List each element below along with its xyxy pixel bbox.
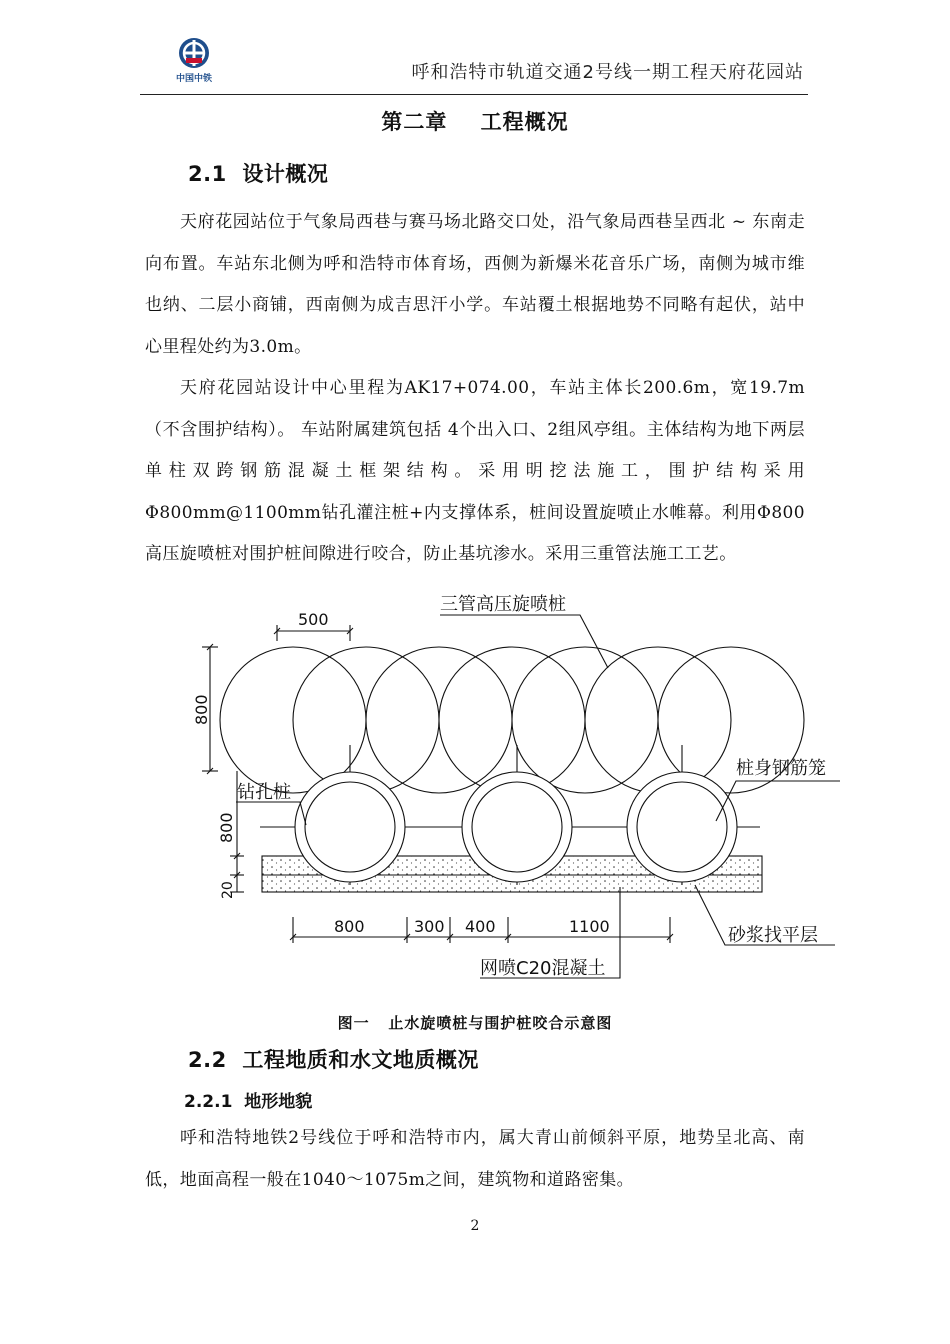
section-heading-2-1: 2.1 设计概况 (188, 162, 329, 186)
chapter-title: 第二章 工程概况 (381, 110, 569, 134)
dim-800-mid: 800 (217, 812, 236, 843)
label-bored-pile: 钻孔桩 (237, 782, 291, 803)
page-number: 2 (470, 1218, 480, 1234)
bored-pile-1 (295, 772, 405, 882)
header-title: 呼和浩特市轨道交通2号线一期工程天府花园站 (411, 62, 804, 83)
leader-jet-pile (440, 615, 608, 668)
pile-interlock-diagram (180, 585, 860, 995)
subsection-heading-2-2-1: 2.2.1 地形地貌 (184, 1092, 313, 1112)
paragraph-2-1-b: 天府花园站设计中心里程为AK17+074.00，车站主体长200.6m，宽19.7m（不含围护结构）。 车站附属建筑包括 4个出入口、2组风亭组。主体结构为地下两层单柱双跨钢筋混凝土框架结构。采用明挖法施工，围护结构采用 Φ800mm@1100mm钻孔灌注桩+内支撑体系，桩间设置旋喷止水帷幕。利用Φ800高压旋喷桩对围护桩间隙进行咬合，防止基坑渗水。采用三重管法施工工艺。 (145, 378, 805, 565)
label-mortar: 砂浆找平层 (728, 925, 818, 946)
dim-b800: 800 (334, 917, 365, 936)
dim-20: 20 (220, 881, 236, 899)
dim-500: 500 (298, 610, 329, 629)
label-cage: 桩身钢筋笼 (736, 758, 826, 779)
label-shotcrete: 网喷C20混凝土 (480, 958, 606, 979)
dim-800-top: 800 (192, 694, 211, 725)
section-heading-2-2: 2.2 工程地质和水文地质概况 (188, 1048, 479, 1072)
header-divider (140, 94, 808, 95)
paragraph-2-2-1: 呼和浩特地铁2号线位于呼和浩特市内，属大青山前倾斜平原，地势呈北高、南低，地面高程一般在1040～1075m之间，建筑物和道路密集。 (145, 1128, 805, 1190)
logo-text: 中国中铁 (175, 74, 212, 84)
paragraph-2-1-a: 天府花园站位于气象局西巷与赛马场北路交口处，沿气象局西巷呈西北 ~ 东南走向布置。车站东北侧为呼和浩特市体育场，西侧为新爆米花音乐广场，南侧为城市维也纳、二层小商铺，西南侧为成吉思汗小学。车站覆土根据地势不同略有起伏，站中心里程处约为3.0m。 (145, 212, 805, 357)
bored-pile-2 (462, 772, 572, 882)
label-jet-pile: 三管高压旋喷桩 (440, 594, 566, 615)
dim-b1100: 1100 (569, 917, 610, 936)
dim-b300: 300 (414, 917, 445, 936)
bored-pile-3 (627, 772, 737, 882)
company-logo (164, 36, 224, 86)
dim-b400: 400 (465, 917, 496, 936)
figure-caption: 图一 止水旋喷桩与围护桩咬合示意图 (337, 1014, 613, 1032)
